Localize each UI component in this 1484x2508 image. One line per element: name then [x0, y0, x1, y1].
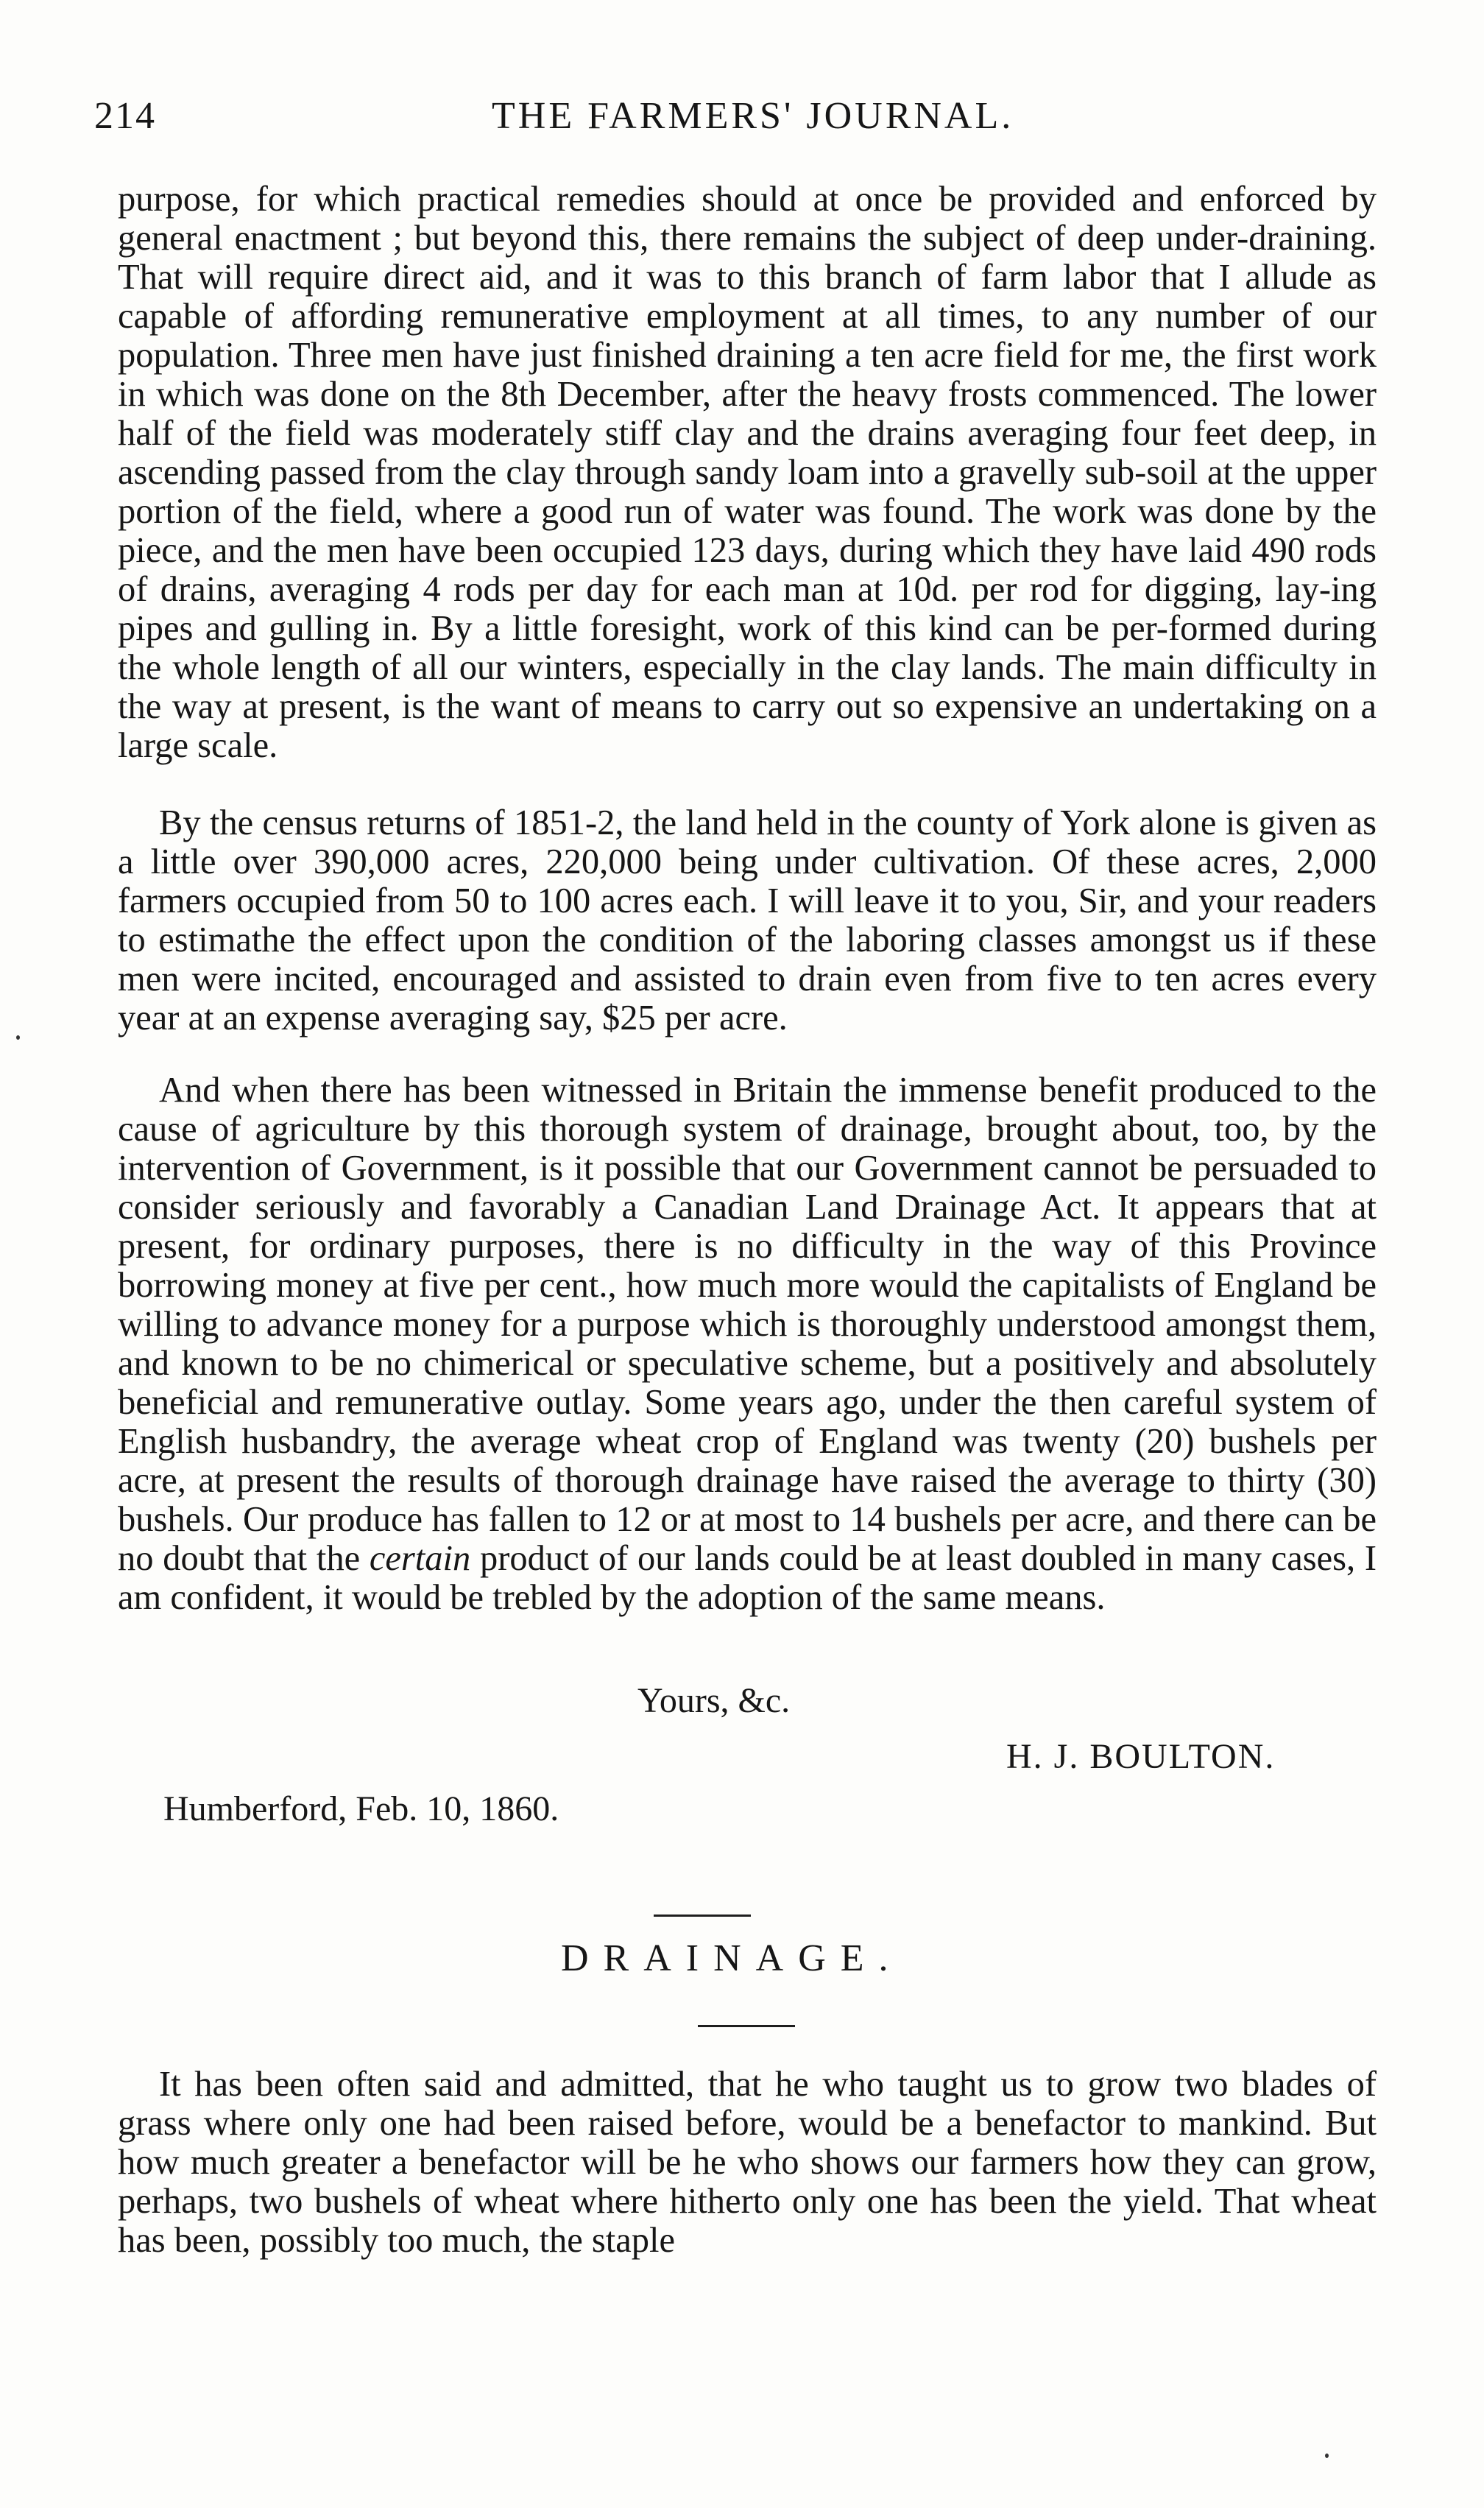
letter-paragraph-1: purpose, for which practical remedies should at once be provided and enforced by general enactment ; but beyond this, there remains the subject of deep under-draining. That will require direct aid, and it was to this branch of farm labor that I allude as capable of affording remunerative employment at all times, to any number of our population. Three men have just finished draining a ten acre field for me, the first work in which was done on the 8th December, after the heavy frosts commenced. The lower half of the field was moderately stiff clay and the drains averaging four feet deep, in ascending passed from the clay through sandy loam into a gravelly sub-soil at the upper portion of the field, where a good run of water was found. The work was done by the piece, and the men have been occupied 123 days, during which they have laid 490 rods of drains, averaging 4 rods per day for each man at 10d. per rod for digging, lay-ing pipes and gulling in. By a little foresight, work of this kind can be per-formed during the whole length of all our winters, especially in the clay lands. The main difficulty in the way at present, is the want of means to carry out so expensive an undertaking on a large scale. [118, 180, 1377, 765]
section-heading: DRAINAGE. [561, 1937, 903, 1979]
letter-paragraph-3-text-start: And when there has been witnessed in Britain the immense benefit produced to the cause of agriculture by this thorough system of drainage, brought about, too, by the intervention of Government, is it possible that our Government cannot be persuaded to consider seriously and favorably a Canadian Land Drainage Act. It appears that at present, for ordinary purposes, there is no difficulty in the way of this Province borrowing money at five per cent., how much more would the capitalists of England be willing to advance money for a purpose which is thoroughly understood amongst them, and known to be no chimerical or speculative scheme, but a positively and absolutely beneficial and remunerative outlay. Some years ago, under the then careful system of English husbandry, the average wheat crop of England was twenty (20) bushels per acre, at present the results of thorough drainage have raised the average to thirty (30) bushels. Our produce has fallen to 12 or at most to 14 bushels per acre, and there can be no doubt that the [118, 1071, 1377, 1578]
page-number: 214 [94, 95, 156, 137]
print-speck [16, 1035, 20, 1040]
section-divider-top [654, 1915, 751, 1917]
letter-paragraph-2: By the census returns of 1851-2, the land held in the county of York alone is given as a little over 390,000 acres, 220,000 being under cultivation. Of these acres, 2,000 farmers occupied from 50 to 100 acres each. I will leave it to you, Sir, and your readers to estimathe the effect upon the condition of the laboring classes amongst us if these men were incited, encouraged and assisted to drain even from five to ten acres every year at an expense averaging say, $25 per acre. [118, 803, 1377, 1038]
letter-dateline: Humberford, Feb. 10, 1860. [163, 1789, 559, 1828]
article-paragraph-1: It has been often said and admitted, that he who taught us to grow two blades of grass where only one had been raised before, would be a benefactor to mankind. But how much greater a benefactor will be he who shows our farmers how they can grow, perhaps, two bushels of wheat where hitherto only one has been the yield. That wheat has been, possibly too much, the staple [118, 2065, 1377, 2260]
letter-paragraph-3 [118, 1071, 1377, 1617]
print-speck [1325, 2454, 1329, 2458]
letter-signature: H. J. BOULTON. [1006, 1737, 1276, 1776]
letter-closing: Yours, &c. [637, 1681, 791, 1720]
section-divider-bottom [698, 2025, 795, 2027]
running-head [94, 94, 1390, 153]
journal-title: THE FARMERS' JOURNAL. [492, 95, 1014, 137]
italic-word-certain: certain [369, 1539, 471, 1578]
letter-paragraph-3-text-end: product of our lands could be at least doubled in many cases, I am confident, it would be trebled by the adoption of the same means. [118, 1539, 1377, 1617]
